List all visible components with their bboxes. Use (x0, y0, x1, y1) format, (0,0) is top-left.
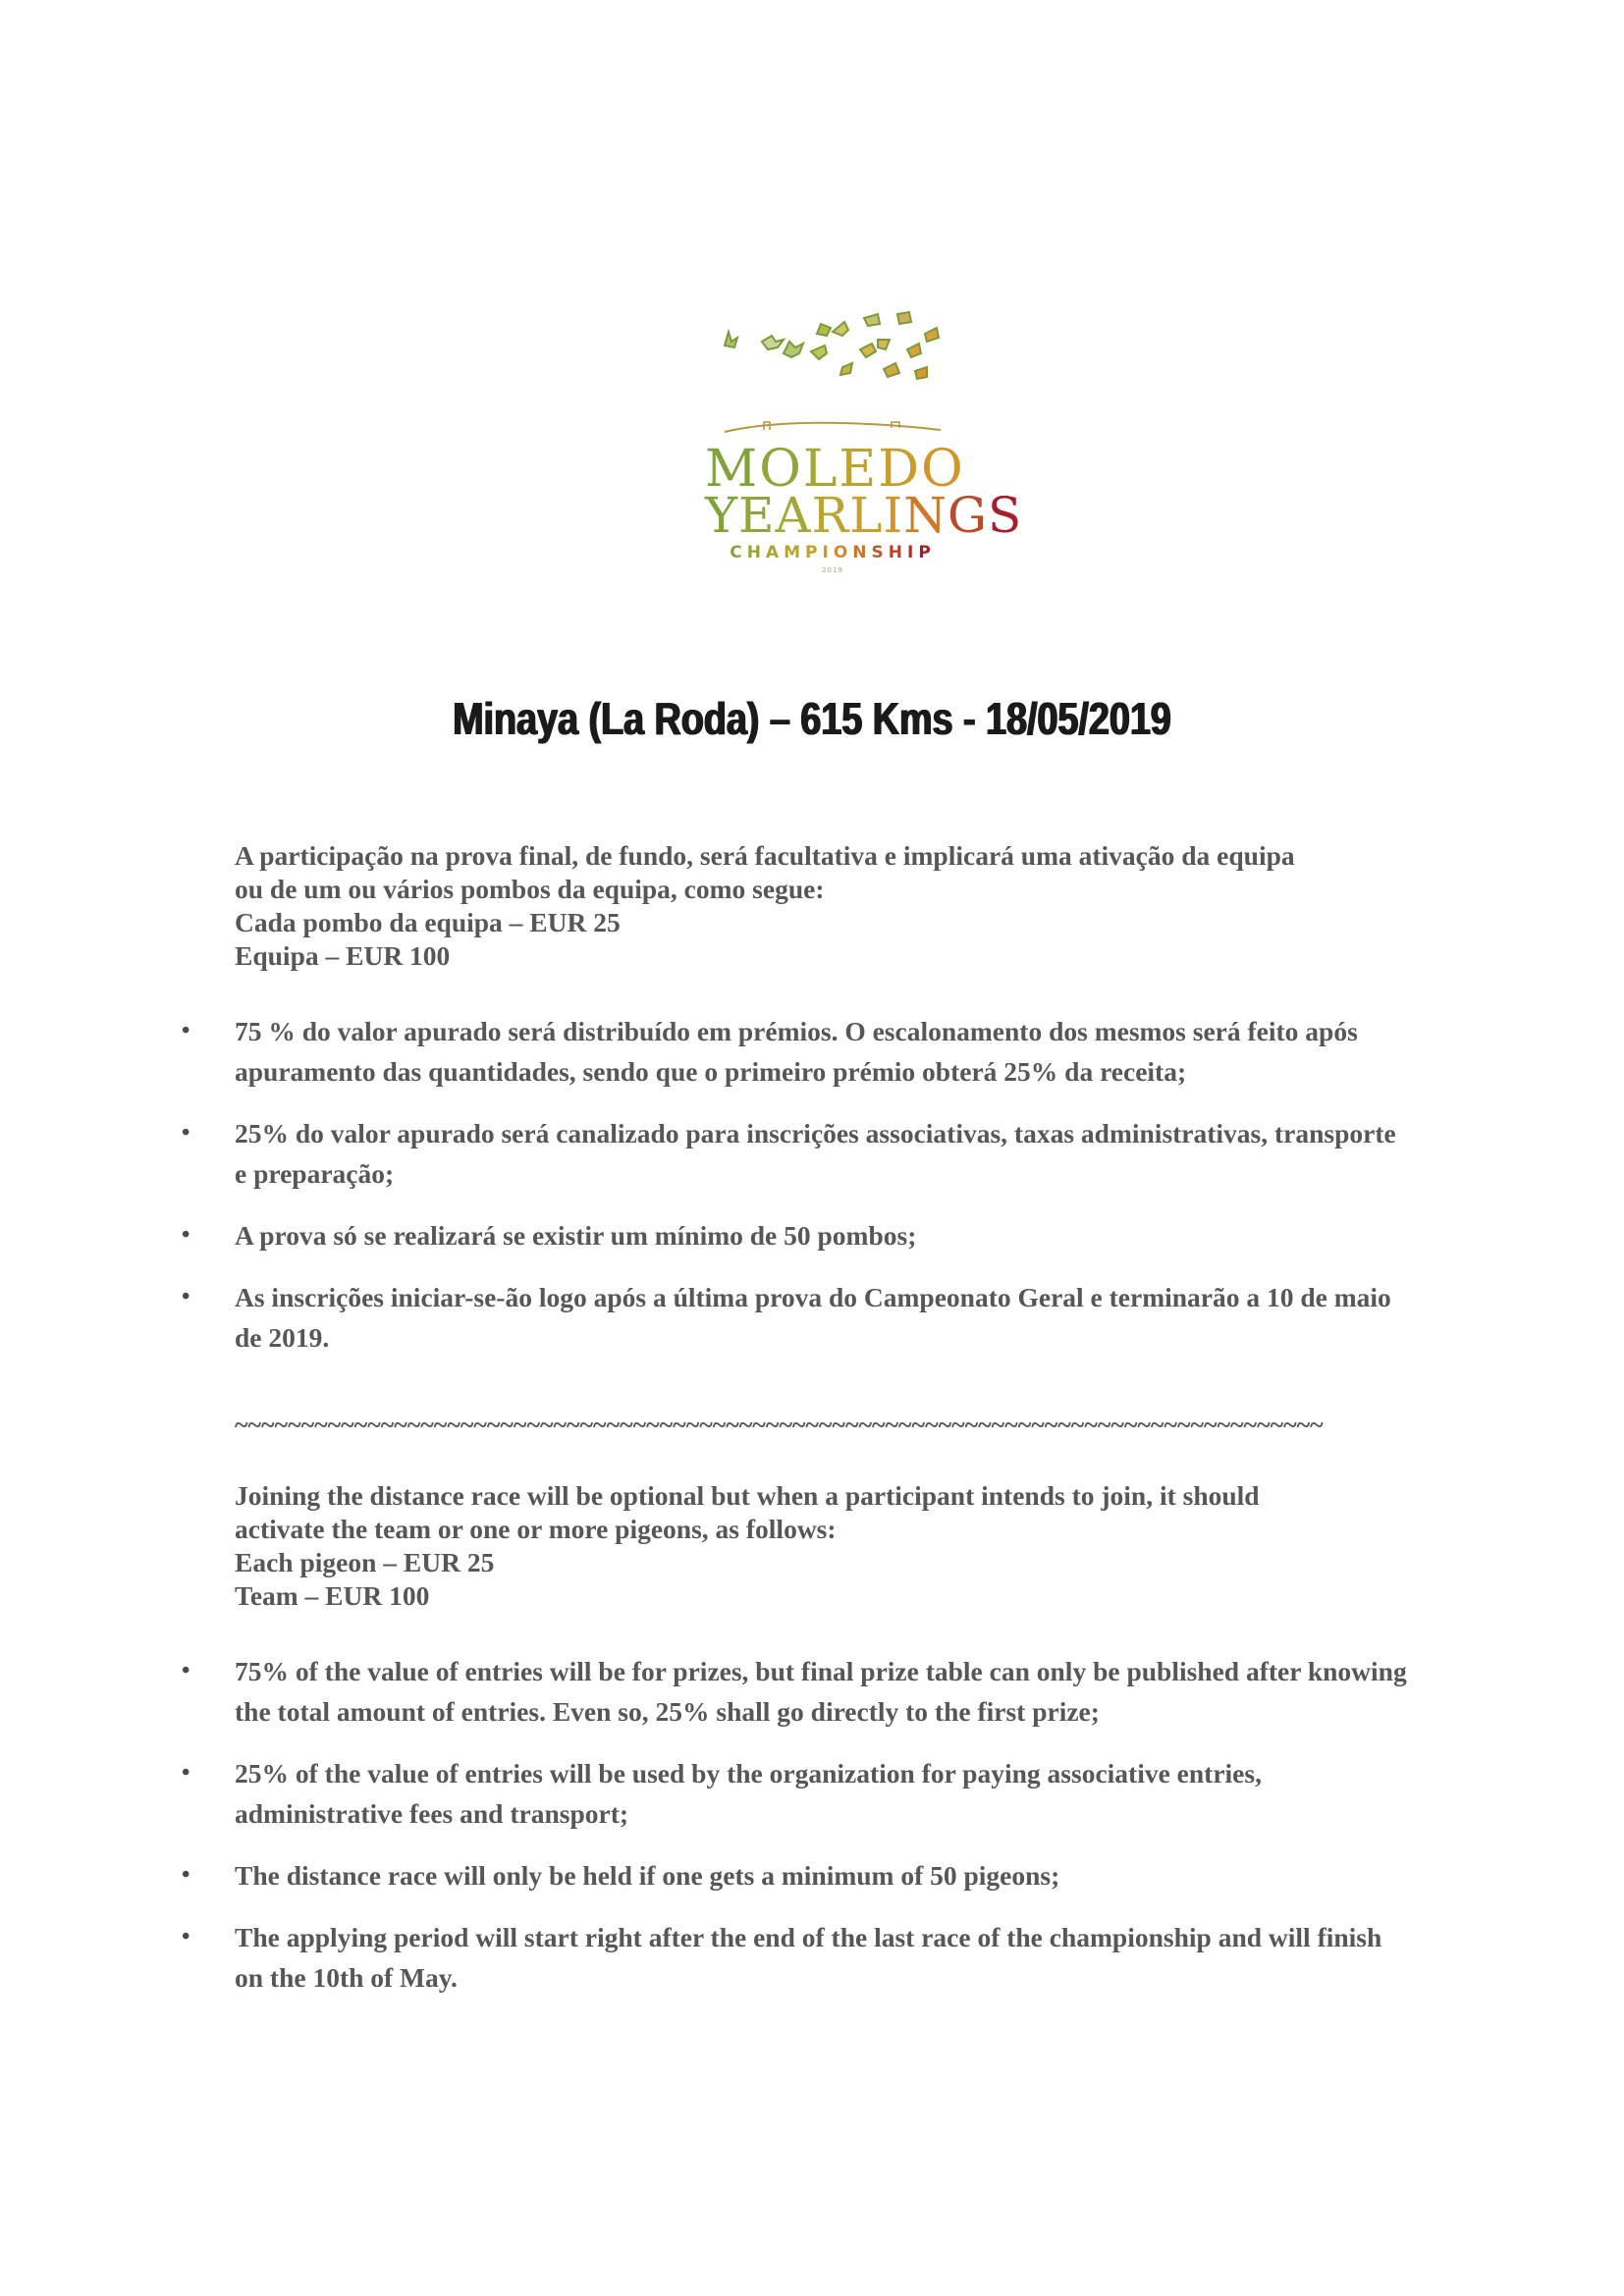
list-item: • 75% of the value of entries will be for prizes, but final prize table can only be published after knowing the total amount of entries. Even so, 25% shall go directly to the first prize; (235, 1651, 1413, 1732)
pt-intro-line: Cada pombo da equipa – EUR 25 (235, 907, 621, 937)
list-item: • 75 % do valor apurado será distribuído em prémios. O escalonamento dos mesmos será feito após apuramento das quantidades, sendo que o primeiro prémio obterá 25% da receita; (235, 1011, 1413, 1092)
pt-intro-line: ou de um ou vários pombos da equipa, como segue: (235, 874, 825, 904)
pt-intro (235, 839, 1393, 973)
en-intro-line: activate the team or one or more pigeons, as follows: (235, 1514, 837, 1544)
pt-bullet-list (235, 1011, 1413, 1379)
en-intro (235, 1479, 1393, 1613)
logo-word-championship: CHAMPIONSHIP (730, 543, 936, 562)
en-intro-line: Each pigeon – EUR 25 (235, 1547, 495, 1577)
logo-word-yearlings: YEARLINGS (705, 487, 1023, 544)
logo-year: 2019 (822, 566, 843, 574)
pt-intro-line: A participação na prova final, de fundo, será facultativa e implicará uma ativação da equipa (235, 840, 1295, 871)
list-item: • The distance race will only be held if one gets a minimum of 50 pigeons; (235, 1855, 1413, 1896)
logo-word-moledo: MOLEDO (705, 440, 965, 499)
list-item: • 25% of the value of entries will be used by the organization for paying associative entries, administrative fees and transport; (235, 1753, 1413, 1834)
page-title: Minaya (La Roda) – 615 Kms - 18/05/2019 (453, 693, 1171, 744)
pt-intro-line: Equipa – EUR 100 (235, 940, 451, 971)
list-item: • The applying period will start right after the end of the last race of the championship and will finish on the 10th of May. (235, 1917, 1413, 1998)
section-separator: ~~~~~~~~~~~~~~~~~~~~~~~~~~~~~~~~~~~~~~~~~~~~~~~~~~~~~~~~~~~~~~~~~~~~~~~~~~~~~~~~~~ (235, 1411, 1324, 1439)
list-item: • A prova só se realizará se existir um mínimo de 50 pombos; (235, 1215, 1413, 1255)
en-intro-line: Team – EUR 100 (235, 1580, 430, 1611)
championship-logo (705, 294, 1023, 574)
flying-pigeons-icon (705, 294, 960, 442)
en-bullet-list (235, 1651, 1413, 2019)
list-item: • As inscrições iniciar-se-ão logo após a última prova do Campeonato Geral e terminarão a 10 de maio de 2019. (235, 1277, 1413, 1358)
list-item: • 25% do valor apurado será canalizado para inscrições associativas, taxas administrativas, transporte e preparação; (235, 1113, 1413, 1194)
en-intro-line: Joining the distance race will be optional but when a participant intends to join, it should (235, 1480, 1260, 1511)
